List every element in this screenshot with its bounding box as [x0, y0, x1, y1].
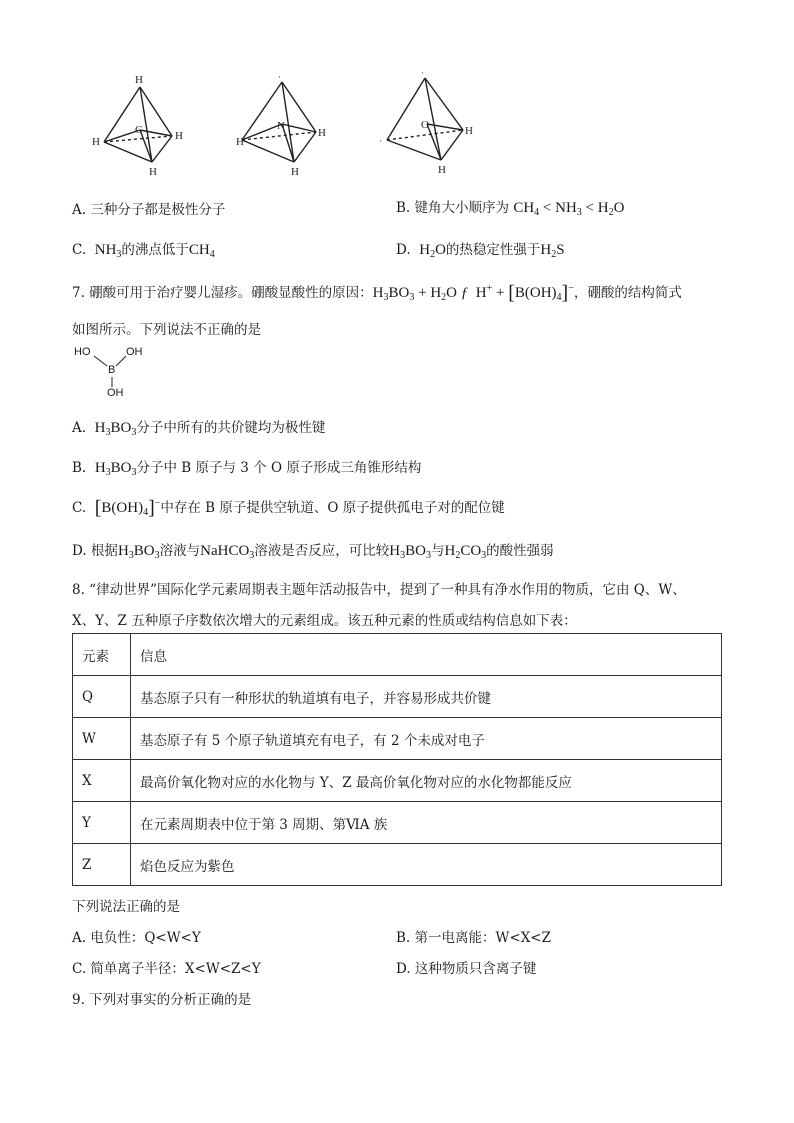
table-row: [73, 802, 722, 844]
svg-text:·: ·: [379, 136, 382, 146]
boric-acid-structure: HO OH B OH: [74, 346, 143, 399]
table-cell: W: [73, 718, 131, 760]
q7-option-d[interactable]: D. 根据$H_3BO_3$溶液与NaHCO$_3$溶液是否反应，可比较$H_3BO_3$与$H_2CO_3$的酸性强弱: [72, 543, 554, 561]
q6-option-c[interactable]: C. $NH_3$的沸点低于$CH_4$: [72, 242, 215, 260]
atom-h: H: [175, 130, 183, 142]
table-cell: 最高价氧化物对应的水化物与 Y、Z 最高价氧化物对应的水化物都能反应: [131, 760, 722, 802]
table-header-row: [73, 634, 722, 676]
table-cell: Y: [73, 802, 131, 844]
table-row: [73, 676, 722, 718]
table-header-cell: 信息: [131, 634, 722, 676]
table-cell: 在元素周期表中位于第 3 周期、第ⅥA 族: [131, 802, 722, 844]
table-cell: X: [73, 760, 131, 802]
q7-option-c[interactable]: C. $[B(OH)_4]^-$中存在 B 原子提供空轨道、O 原子提供孤电子对的配位键: [72, 497, 505, 519]
table-cell: Q: [73, 676, 131, 718]
table-row: [73, 844, 722, 886]
q8-stem-line1: 8. “律动世界”国际化学元素周期表主题年活动报告中，提到了一种具有净水作用的物质，它由 Q、W、: [72, 582, 686, 598]
table-cell: Z: [73, 844, 131, 886]
q7-option-b[interactable]: B. $H_3BO_3$分子中 B 原子与 3 个 O 原子形成三角锥形结构: [72, 460, 422, 478]
table-cell: 基态原子有 5 个原子轨道填充有电子，有 2 个未成对电子: [131, 718, 722, 760]
ammonia-molecule-figure: [232, 72, 342, 182]
atom-h: H: [236, 136, 244, 148]
q9-stem: 9. 下列对事实的分析正确的是: [72, 992, 252, 1008]
atom-c: C: [135, 124, 143, 136]
table-cell: 基态原子只有一种形状的轨道填有电子，并容易形成共价键: [131, 676, 722, 718]
atom-o: O: [421, 119, 429, 131]
atom-h: H: [135, 74, 143, 86]
atom-h: H: [318, 127, 326, 139]
q8-option-a[interactable]: A. 电负性：Q<W<Y: [72, 930, 201, 946]
q6-option-b[interactable]: B. 键角大小顺序为 $CH_4 < NH_3 < H_2O$: [396, 200, 625, 218]
q8-option-d[interactable]: D. 这种物质只含离子键: [396, 961, 537, 977]
q8-option-b[interactable]: B. 第一电离能：W<X<Z: [396, 930, 551, 946]
table-row: [73, 718, 722, 760]
svg-text:·: ·: [421, 68, 424, 78]
atom-h: H: [438, 164, 446, 176]
table-row: [73, 760, 722, 802]
q6-option-d[interactable]: D. $H_2O$的热稳定性强于$H_2S$: [396, 242, 565, 260]
q6-option-a[interactable]: A. 三种分子都是极性分子: [72, 202, 226, 218]
q8-question: 下列说法正确的是: [72, 899, 180, 915]
atom-n: N: [277, 120, 285, 132]
atom-h: H: [149, 166, 157, 178]
element-info-table: [72, 633, 722, 886]
table-header-cell: 元素: [73, 634, 131, 676]
atom-h: H: [465, 125, 473, 137]
q7-stem-line2: 如图所示。下列说法不正确的是: [72, 322, 261, 338]
water-molecule-figure: [375, 68, 485, 178]
q7-option-a[interactable]: A. $H_3BO_3$分子中所有的共价键均为极性键: [72, 420, 326, 438]
svg-text:·: ·: [278, 72, 281, 82]
atom-h: H: [291, 166, 299, 178]
table-cell: 焰色反应为紫色: [131, 844, 722, 886]
q8-option-c[interactable]: C. 简单离子半径：X<W<Z<Y: [72, 961, 261, 977]
q7-stem: 7. 硼酸可用于治疗婴儿湿疹。硼酸显酸性的原因：$H_3BO_3 + H_2O$ ƒ $H^+ + [B(OH)_4]^-$，硼酸的结构简式: [72, 282, 682, 304]
q8-stem-line2: X、Y、Z 五种原子序数依次增大的元素组成。该五种元素的性质或结构信息如下表：: [72, 613, 577, 629]
atom-h: H: [92, 136, 100, 148]
methane-molecule-figure: [90, 72, 200, 182]
